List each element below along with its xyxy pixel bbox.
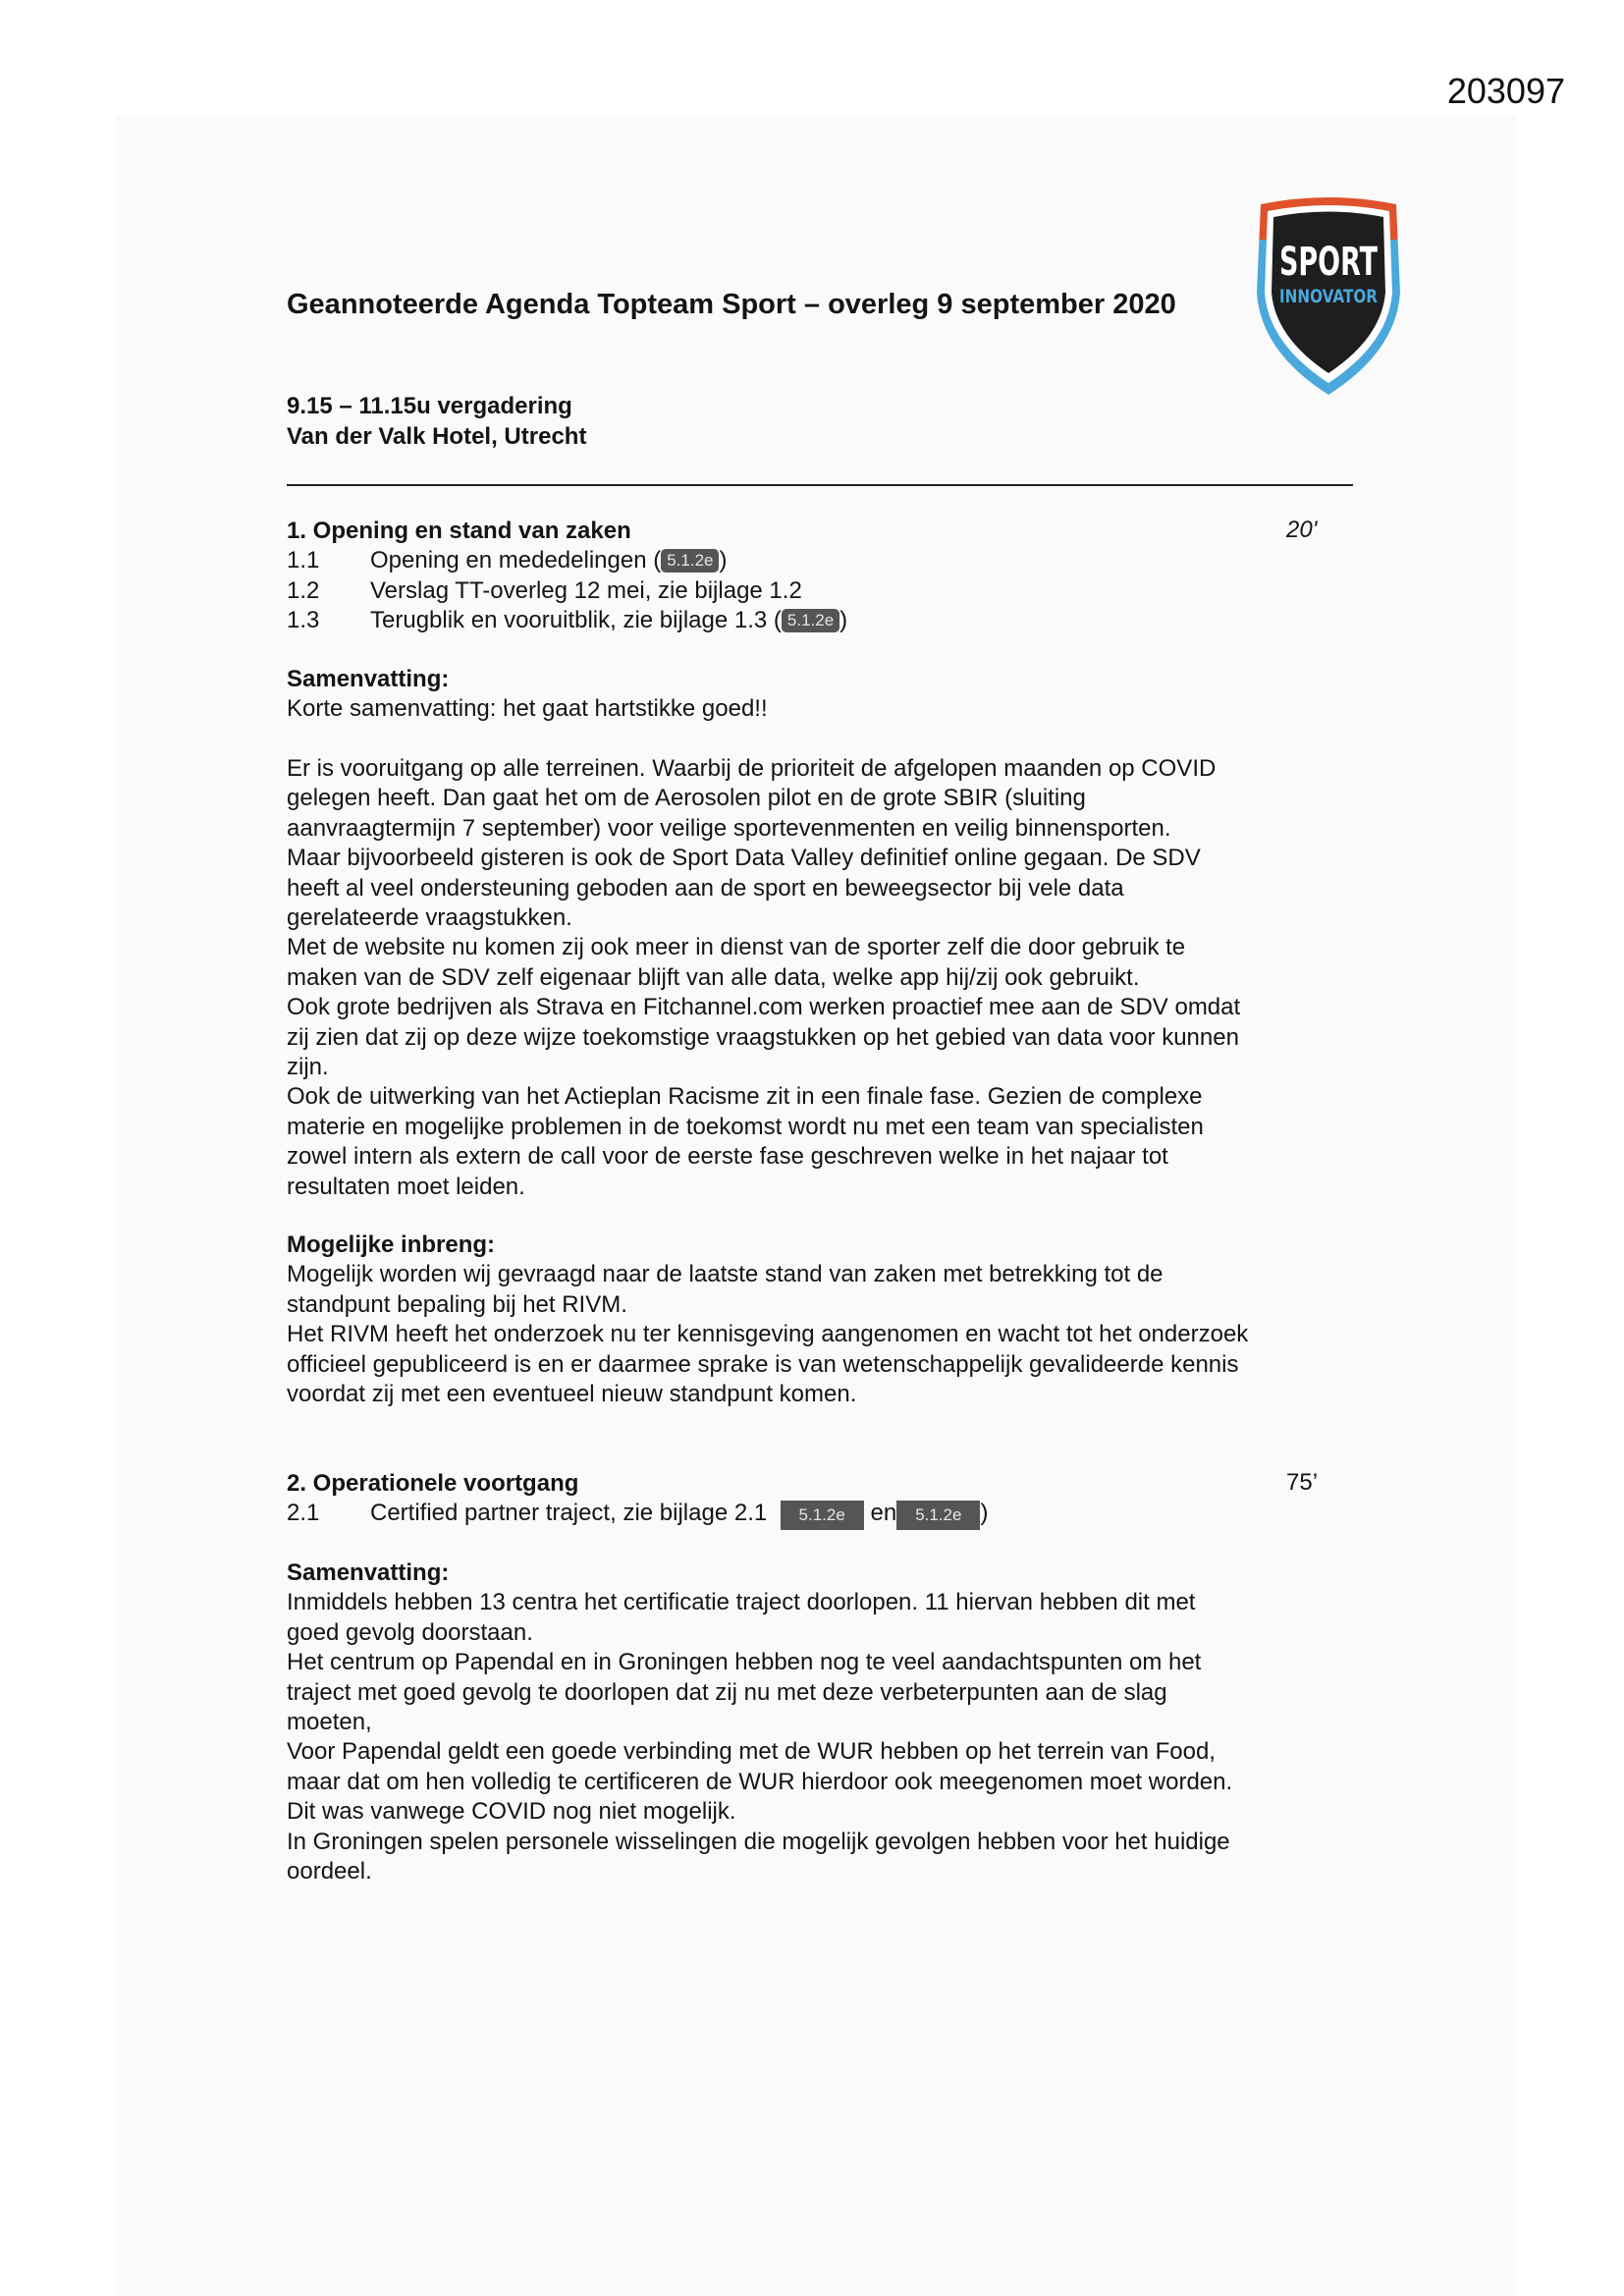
- summary-line: Dit was vanwege COVID nog niet mogelijk.: [287, 1798, 736, 1826]
- agenda-item-label: Terugblik en vooruitblik, zie bijlage 1.3 (: [370, 607, 782, 634]
- agenda-item: [287, 546, 1367, 575]
- summary-short: Korte samenvatting: het gaat hartstikke goed!!: [287, 695, 768, 723]
- section-2-heading: 2. Operationele voortgang: [287, 1470, 579, 1497]
- summary-line: Er is vooruitgang op alle terreinen. Waarbij de prioriteit de afgelopen maanden op COVID: [287, 755, 1217, 782]
- summary-line: maken van de SDV zelf eigenaar blijft van alle data, welke app hij/zij ook gebruikt.: [287, 963, 1140, 991]
- summary-line: heeft al veel ondersteuning geboden aan de sport en beweegsector bij vele data: [287, 874, 1124, 902]
- input-line: officieel gepubliceerd is en er daarmee sprake is van wetenschappelijk gevalideerde kennis: [287, 1350, 1239, 1378]
- agenda-item-text: [370, 546, 727, 575]
- input-line: voordat zij met een eventueel nieuw standpunt komen.: [287, 1381, 857, 1408]
- summary-line: zij zien dat zij op deze wijze toekomstige vraagstukken op het gebied van data voor kunnen: [287, 1023, 1239, 1051]
- agenda-item-number: 1.1: [287, 547, 320, 574]
- summary-line: Het centrum op Papendal en in Groningen hebben nog te veel aandachtspunten om het: [287, 1649, 1202, 1676]
- agenda-item-label: Certified partner traject, zie bijlage 2.1: [370, 1500, 768, 1527]
- input-line: standpunt bepaling bij het RIVM.: [287, 1290, 627, 1318]
- sport-innovator-logo: [1249, 194, 1408, 399]
- section-1-summary: [287, 665, 1367, 725]
- input-heading: Mogelijke inbreng:: [287, 1231, 496, 1258]
- summary-line: Voor Papendal geldt een goede verbinding met de WUR hebben op het terrein van Food,: [287, 1738, 1216, 1766]
- meeting-time: 9.15 – 11.15u vergadering: [287, 393, 572, 419]
- meeting-location: Van der Valk Hotel, Utrecht: [287, 423, 587, 450]
- redaction-mark: 5.1.2e: [781, 1501, 864, 1530]
- summary-line: maar dat om hen volledig te certificeren de WUR hierdoor ook meegenomen moet worden.: [287, 1768, 1233, 1795]
- section-1-input: [287, 1230, 1367, 1409]
- logo-text-sport: SPORT: [1279, 240, 1379, 285]
- summary-heading: Samenvatting:: [287, 1559, 450, 1586]
- summary-heading: Samenvatting:: [287, 666, 450, 692]
- redaction-mark: 5.1.2e: [661, 549, 719, 573]
- section-2-summary: [287, 1558, 1367, 1886]
- meeting-info: [287, 391, 586, 452]
- agenda-item-label: Opening en mededelingen (: [370, 547, 662, 574]
- document-title: Geannoteerde Agenda Topteam Sport – overleg 9 september 2020: [287, 289, 1176, 320]
- summary-line: Inmiddels hebben 13 centra het certificatie traject doorlopen. 11 hiervan hebben dit met: [287, 1589, 1196, 1616]
- input-line: Het RIVM heeft het onderzoek nu ter kennisgeving aangenomen en wacht tot het onderzoek: [287, 1321, 1249, 1348]
- horizontal-divider: [287, 484, 1353, 486]
- summary-line: oordeel.: [287, 1858, 372, 1886]
- agenda-item-text: Verslag TT-overleg 12 mei, zie bijlage 1.2: [370, 576, 802, 604]
- document-number: 203097: [1446, 71, 1565, 111]
- summary-line: zijn.: [287, 1054, 329, 1081]
- agenda-item-number: 1.3: [287, 607, 320, 634]
- summary-line: Met de website nu komen zij ook meer in dienst van de sporter zelf die door gebruik te: [287, 934, 1186, 961]
- summary-line: Ook de uitwerking van het Actieplan Racisme zit in een finale fase. Gezien de complexe: [287, 1083, 1203, 1111]
- agenda-item-suffix: ): [839, 607, 848, 634]
- summary-line: materie en mogelijke problemen in de toekomst wordt nu met een team van specialisten: [287, 1113, 1204, 1140]
- summary-line: moeten,: [287, 1709, 372, 1736]
- summary-line: gelegen heeft. Dan gaat het om de Aerosolen pilot en de grote SBIR (sluiting: [287, 785, 1086, 812]
- agenda-item-text: [370, 606, 847, 635]
- agenda-item: [287, 576, 1367, 606]
- section-1-heading: 1. Opening en stand van zaken: [287, 518, 631, 544]
- summary-line: Maar bijvoorbeeld gisteren is ook de Sport Data Valley definitief online gegaan. De SDV: [287, 845, 1201, 872]
- redaction-mark: 5.1.2e: [782, 609, 839, 632]
- agenda-item-suffix: ): [719, 547, 728, 574]
- section-1-summary-body: [287, 754, 1367, 1202]
- agenda-item-number: 1.2: [287, 576, 320, 604]
- summary-line: aanvraagtermijn 7 september) voor veilige sportevenmenten en veilig binnensporten.: [287, 814, 1171, 842]
- agenda-item-suffix: ): [980, 1500, 989, 1527]
- summary-line: resultaten moet leiden.: [287, 1173, 525, 1200]
- section-1-duration: 20': [1286, 517, 1318, 543]
- section-2-duration: 75’: [1286, 1469, 1319, 1496]
- agenda-item-number: 2.1: [287, 1500, 320, 1527]
- redaction-mark: 5.1.2e: [896, 1501, 980, 1530]
- summary-line: traject met goed gevolg te doorlopen dat zij nu met deze verbeterpunten aan de slag: [287, 1678, 1167, 1706]
- section-1: [287, 517, 1367, 636]
- section-2: [287, 1469, 1367, 1530]
- summary-line: In Groningen spelen personele wisselingen die mogelijk gevolgen hebben voor het huidige: [287, 1828, 1230, 1855]
- input-line: Mogelijk worden wij gevraagd naar de laatste stand van zaken met betrekking tot de: [287, 1261, 1164, 1288]
- summary-line: goed gevolg doorstaan.: [287, 1618, 533, 1646]
- agenda-item: [287, 606, 1367, 635]
- agenda-item-text: [370, 1499, 988, 1530]
- summary-line: gerelateerde vraagstukken.: [287, 904, 572, 932]
- logo-text-innovator: INNOVATOR: [1279, 286, 1379, 307]
- summary-line: Ook grote bedrijven als Strava en Fitchannel.com werken proactief mee aan de SDV omdat: [287, 994, 1241, 1021]
- summary-line: zowel intern als extern de call voor de eerste fase geschreven welke in het najaar tot: [287, 1143, 1168, 1171]
- agenda-item: [287, 1499, 1367, 1530]
- agenda-item-joiner: en: [870, 1500, 897, 1527]
